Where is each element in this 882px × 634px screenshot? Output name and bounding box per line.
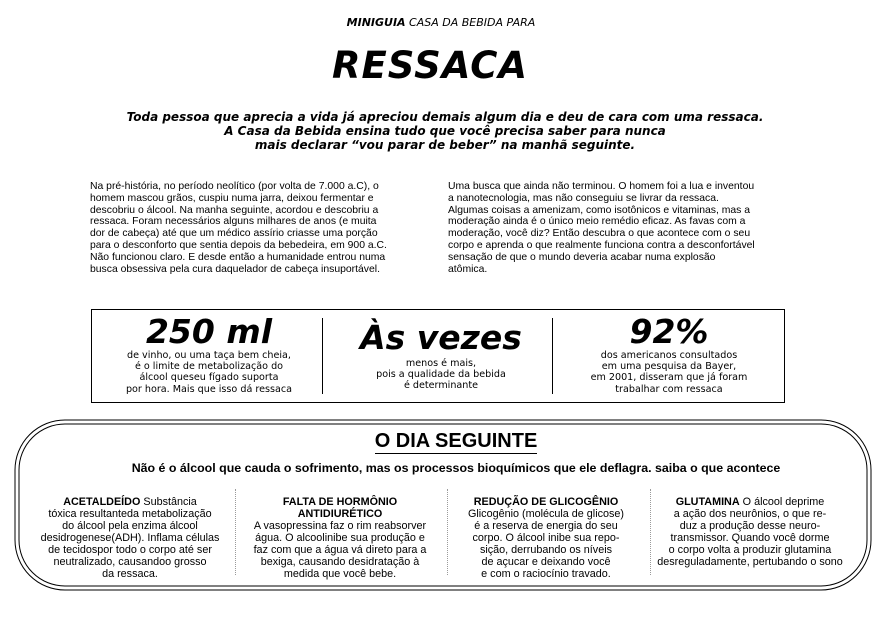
intro-line: homem mascou grãos, cuspiu numa jarra, deixou fermentar e <box>90 192 374 204</box>
stat-caption <box>98 350 320 395</box>
column-heading: FALTA DE HORMÔNIO <box>282 496 398 508</box>
column-line: bexiga, causando desidratação à <box>260 556 420 568</box>
stat-caption <box>558 350 780 395</box>
column-line: O álcool deprime <box>739 496 825 508</box>
next-day-title-text: O DIA SEGUINTE <box>374 430 538 452</box>
column-line: Substância <box>140 496 197 508</box>
stat-caption-line: em 2001, disseram que já foram <box>590 372 748 384</box>
column-line: duz a produção desse neuro- <box>679 520 821 532</box>
column-glutamina <box>646 496 854 568</box>
column-line: corpo. O álcool inibe sua repo- <box>472 532 620 544</box>
stat-caption <box>330 358 552 392</box>
kicker-emphasis: MINIGUIA <box>346 16 406 29</box>
stat-caption-line: pois a qualidade da bebida <box>376 369 506 381</box>
intro-line: corpo e aprenda o que realmente funciona contra a desconfortável <box>448 239 755 251</box>
subtitle <box>0 110 882 152</box>
column-line: a ação dos neurônios, o que re- <box>673 508 827 520</box>
column-line: medida que você bebe. <box>283 568 397 580</box>
stat-value: 250 ml <box>145 312 273 351</box>
column-line: A vasopressina faz o rim reabsorver <box>253 520 427 532</box>
stat-caption-line: em uma pesquisa da Bayer, <box>601 361 737 373</box>
intro-line: busca obsessiva pela cura daquelador de cabeça insuportável. <box>90 263 380 275</box>
next-day-title <box>0 430 882 453</box>
column-line: e com o raciocínio travado. <box>481 568 611 580</box>
column-line: de açucar e deixando você <box>481 556 611 568</box>
stat-250ml <box>98 314 320 395</box>
column-line: transmissor. Quando você dorme <box>670 532 830 544</box>
stat-caption-line: de vinho, ou uma taça bem cheia, <box>127 350 291 361</box>
column-line: de tecidospor todo o corpo até ser <box>48 544 212 556</box>
stat-divider <box>552 318 553 394</box>
intro-line: moderação ainda é o único meio remédio eficaz. As favas com a <box>448 216 746 228</box>
intro-line: para o desconforto que sentia depois da bebedeira, em 900 a.C. <box>90 239 387 251</box>
stat-as-vezes <box>330 314 552 392</box>
intro-line: Algumas coisas a amenizam, como isotônicos e vitaminas, mas a <box>448 204 751 216</box>
column-line: desidrogenese(ADH). Inflama células <box>40 532 220 544</box>
subtitle-line: Toda pessoa que aprecia a vida já apreciou demais algum dia e deu de cara com uma ressaca. <box>126 110 764 124</box>
column-separator <box>235 489 236 575</box>
column-line: o corpo volta a produzir glutamina <box>668 544 832 556</box>
stats-box <box>91 309 785 403</box>
column-hormonio <box>238 496 442 580</box>
intro-line: atômica. <box>448 263 488 275</box>
column-line: desreguladamente, pertubando o sono <box>657 556 843 568</box>
intro-line: dor de cabeça) até que um médico assírio criasse uma porção <box>90 228 378 240</box>
stat-value: 92% <box>629 312 709 351</box>
intro-left-column <box>90 181 430 275</box>
page-title: RESSACA <box>331 44 529 87</box>
column-heading: ANTIDIURÉTICO <box>297 508 383 520</box>
column-glicogenio <box>448 496 644 580</box>
stat-caption-line: é o limite de metabolização do <box>134 361 284 373</box>
intro-line: moderação, você diz? Então descubra o que acontece com o seu <box>448 228 751 240</box>
intro-line: Na pré-história, no período neolítico (por volta de 7.000 a.C), o <box>90 181 379 192</box>
column-line: sição, derrubando os níveis <box>479 544 613 556</box>
column-heading: REDUÇÃO DE GLICOGÊNIO <box>473 496 619 508</box>
column-line: neutralizado, causandoo grosso <box>53 556 207 568</box>
column-line: faz com que a água vá direto para a <box>253 544 427 556</box>
stat-92-percent <box>558 314 780 395</box>
stat-value: Às vezes <box>360 318 522 357</box>
stat-caption-line: dos americanos consultados <box>600 350 738 361</box>
intro-line: a nanotecnologia, mas não conseguiu se livrar da ressaca. <box>448 192 719 204</box>
kicker <box>0 16 882 29</box>
column-line: água. O alcoolinibe sua produção e <box>255 532 425 544</box>
column-line: da ressaca. <box>102 568 158 580</box>
intro-line: descobriu o álcool. Na manha seguinte, acordou e descobriu a <box>90 204 379 216</box>
intro-line: Não funcionou claro. E desde então a humanidade entrou numa <box>90 251 386 263</box>
column-acetaldeido <box>30 496 230 580</box>
intro-right-column <box>448 181 818 275</box>
column-line: é a reserva de energia do seu <box>474 520 618 532</box>
stat-caption-line: por hora. Mais que isso dá ressaca <box>125 383 293 395</box>
subtitle-line: A Casa da Bebida ensina tudo que você precisa saber para nunca <box>224 124 666 138</box>
column-line: Glicogênio (molécula de glicose) <box>467 508 625 520</box>
column-line: do álcool pela enzima álcool <box>62 520 198 532</box>
next-day-subtitle: Não é o álcool que cauda o sofrimento, mas os processos bioquímicos que ele deflagra. saiba o que acontece <box>131 461 781 475</box>
stat-caption-line: trabalhar com ressaca <box>615 383 723 395</box>
column-line: tóxica resultanteda metabolização <box>48 508 212 520</box>
stat-divider <box>322 318 323 394</box>
intro-line: sensação de que o mundo deveria acabar numa explosão <box>448 251 716 263</box>
stat-caption-line: é determinante <box>403 380 479 392</box>
column-heading: ACETALDEÍDO <box>63 496 141 508</box>
kicker-text: CASA DA BEBIDA PARA <box>405 16 536 29</box>
stat-caption-line: menos é mais, <box>405 358 477 369</box>
intro-line: ressaca. Foram necessários alguns milhares de anos (e muita <box>90 216 377 228</box>
intro-line: Uma busca que ainda não terminou. O homem foi a lua e inventou <box>448 181 755 192</box>
stat-caption-line: álcool queseu fígado suporta <box>139 372 279 384</box>
column-heading: GLUTAMINA <box>675 496 740 508</box>
subtitle-line: mais declarar “vou parar de beber” na manhã seguinte. <box>254 138 636 152</box>
